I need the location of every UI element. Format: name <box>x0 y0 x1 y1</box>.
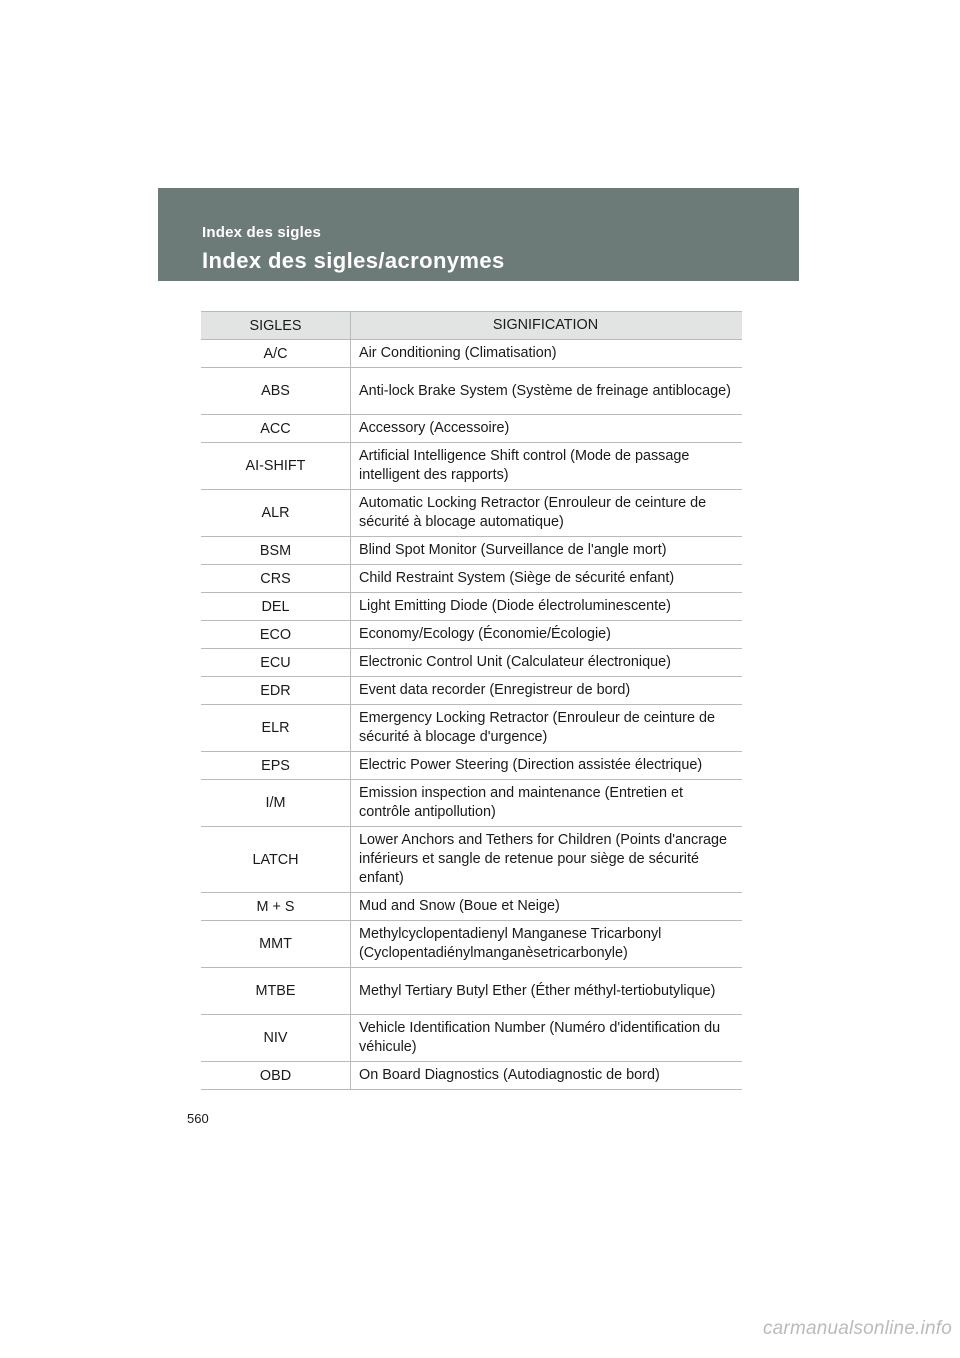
table-row <box>201 368 742 415</box>
meaning-cell: Economy/Ecology (Économie/Écologie) <box>351 621 743 649</box>
acronym-cell: NIV <box>201 1015 351 1062</box>
meaning-cell: Air Conditioning (Climatisation) <box>351 340 743 368</box>
acronym-cell: M + S <box>201 893 351 921</box>
table-row <box>201 565 742 593</box>
header-band <box>158 188 799 281</box>
meaning-cell: Accessory (Accessoire) <box>351 415 743 443</box>
acronym-cell: LATCH <box>201 827 351 893</box>
acronym-cell: ECU <box>201 649 351 677</box>
table-row <box>201 968 742 1015</box>
table-row <box>201 649 742 677</box>
table-row <box>201 340 742 368</box>
meaning-cell: Light Emitting Diode (Diode électroluminescente) <box>351 593 743 621</box>
table-row <box>201 415 742 443</box>
meaning-cell: Mud and Snow (Boue et Neige) <box>351 893 743 921</box>
table-row <box>201 827 742 893</box>
acronym-cell: MMT <box>201 921 351 968</box>
meaning-cell: Methylcyclopentadienyl Manganese Tricarbonyl (Cyclopentadiénylmanganèsetricarbonyle) <box>351 921 743 968</box>
page-title: Index des sigles/acronymes <box>202 248 505 273</box>
acronym-cell: A/C <box>201 340 351 368</box>
table-row <box>201 1062 742 1090</box>
table-row <box>201 780 742 827</box>
acronym-cell: EDR <box>201 677 351 705</box>
acronym-table <box>201 311 742 1090</box>
acronym-cell: OBD <box>201 1062 351 1090</box>
meaning-cell: Automatic Locking Retractor (Enrouleur de ceinture de sécurité à blocage automatique) <box>351 490 743 537</box>
meaning-cell: Methyl Tertiary Butyl Ether (Éther méthyl-tertiobutylique) <box>351 968 743 1015</box>
column-header-signification: SIGNIFICATION <box>351 312 743 340</box>
meaning-cell: Artificial Intelligence Shift control (Mode de passage intelligent des rapports) <box>351 443 743 490</box>
section-label: Index des sigles <box>202 224 322 241</box>
table-row <box>201 893 742 921</box>
acronym-cell: ACC <box>201 415 351 443</box>
table-row <box>201 443 742 490</box>
meaning-cell: Blind Spot Monitor (Surveillance de l'angle mort) <box>351 537 743 565</box>
meaning-cell: Vehicle Identification Number (Numéro d'identification du véhicule) <box>351 1015 743 1062</box>
acronym-cell: BSM <box>201 537 351 565</box>
meaning-cell: Electric Power Steering (Direction assistée électrique) <box>351 752 743 780</box>
table-row <box>201 752 742 780</box>
meaning-cell: Child Restraint System (Siège de sécurité enfant) <box>351 565 743 593</box>
table-row <box>201 705 742 752</box>
acronym-cell: AI-SHIFT <box>201 443 351 490</box>
acronym-cell: EPS <box>201 752 351 780</box>
acronym-cell: DEL <box>201 593 351 621</box>
acronym-cell: I/M <box>201 780 351 827</box>
acronym-cell: ABS <box>201 368 351 415</box>
meaning-cell: Anti-lock Brake System (Système de freinage antiblocage) <box>351 368 743 415</box>
table-row <box>201 1015 742 1062</box>
meaning-cell: Lower Anchors and Tethers for Children (Points d'ancrage inférieurs et sangle de retenue pour siège de sécurité enfant) <box>351 827 743 893</box>
table-row <box>201 537 742 565</box>
acronym-cell: CRS <box>201 565 351 593</box>
acronym-cell: ELR <box>201 705 351 752</box>
watermark: carmanualsonline.info <box>762 1318 952 1339</box>
table-header-row <box>201 312 742 340</box>
page-number: 560 <box>187 1111 209 1126</box>
table-row <box>201 593 742 621</box>
table-row <box>201 677 742 705</box>
acronym-cell: ECO <box>201 621 351 649</box>
meaning-cell: Emission inspection and maintenance (Entretien et contrôle antipollution) <box>351 780 743 827</box>
table-row <box>201 921 742 968</box>
meaning-cell: On Board Diagnostics (Autodiagnostic de bord) <box>351 1062 743 1090</box>
meaning-cell: Emergency Locking Retractor (Enrouleur de ceinture de sécurité à blocage d'urgence) <box>351 705 743 752</box>
meaning-cell: Electronic Control Unit (Calculateur électronique) <box>351 649 743 677</box>
table-row <box>201 621 742 649</box>
acronym-cell: ALR <box>201 490 351 537</box>
acronym-cell: MTBE <box>201 968 351 1015</box>
column-header-sigles: SIGLES <box>201 312 351 340</box>
meaning-cell: Event data recorder (Enregistreur de bord) <box>351 677 743 705</box>
table-row <box>201 490 742 537</box>
